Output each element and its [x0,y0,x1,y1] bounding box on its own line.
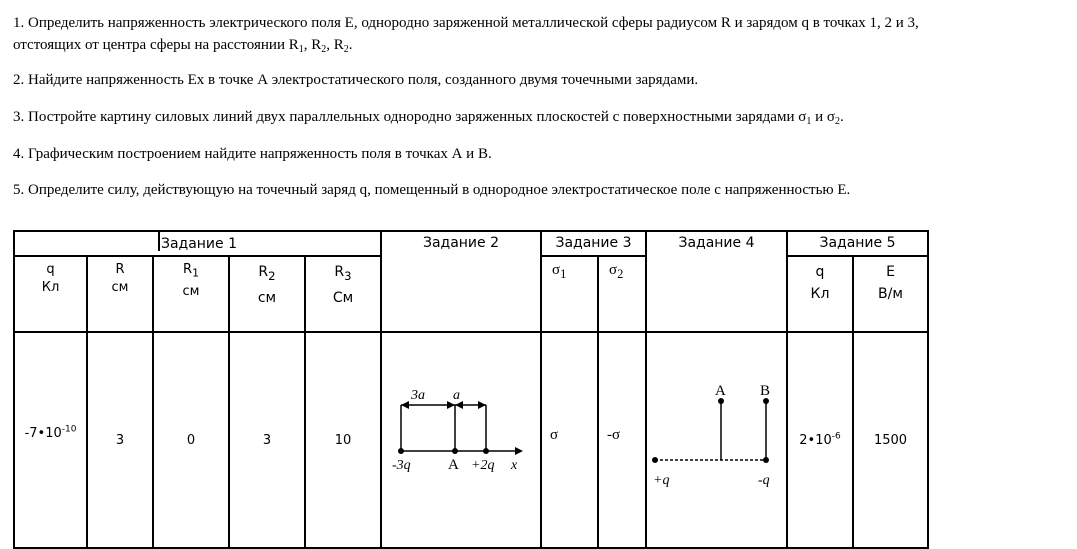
value-t1-R1: 0 [153,332,229,548]
task-4-number: 4. [13,146,25,162]
task-3-text: Постройте картину силовых линий двух параллельных однородно заряженных плоскостей с поверхностными зарядами $\sigma_1$ и $\sigma_2$. [28,109,844,127]
task-2-text: Найдите напряженность Ех в точке А электростатического поля, созданного двумя точечными зарядами. [28,72,699,88]
task-5-text: Определите силу, действующую на точечный заряд q, помещенный в однородное электростатическое поле с напряженностью Е. [28,182,851,198]
charge-right-dot [483,448,489,454]
charge-minus-dot [763,457,769,463]
task-1-number: 1. [13,15,25,31]
charge-plus-q-label: +q [653,473,670,488]
subheader-t1-q: q Кл [14,256,87,332]
subheader-t1-R2: $R_2$ см [229,256,305,332]
charge-plus-2q-label: +2q [471,458,495,473]
charge-left-dot [398,448,404,454]
task-1-text-cont: отстоящих от центра сферы на расстоянии $R_1$, $R_2$, $R_2$. [13,37,353,55]
task-5-number: 5. [13,182,25,198]
header-task-3: Задание 3 [541,231,646,256]
distance-3a-label: 3a [411,388,425,403]
header-task-1: Задание 1 [14,231,381,256]
task-3-number: 3. [13,109,25,125]
charge-minus-3q-label: -3q [392,458,411,473]
point-a-label: A [448,457,459,473]
task-5 [13,179,850,201]
charge-minus-q-label: -q [758,473,770,488]
subheader-t5-E: E В/м [853,256,928,332]
subheader-t3-sigma2: $\sigma_2$ [598,256,646,332]
value-t3-sigma2: -σ [598,332,646,548]
task-4-text: Графическим построением найдите напряженность поля в точках А и В. [28,146,492,162]
axis-arrow-icon [515,447,523,455]
subheader-t1-R1: $R_1$ см [153,256,229,332]
header-task-4: Задание 4 [646,231,787,332]
subheader-t3-sigma1: $\sigma_1$ [541,256,598,332]
subheader-t1-R3: $R_3$ См [305,256,381,332]
charge-plus-dot [652,457,658,463]
value-t1-q: $-7•10^{-10}$ [14,332,87,548]
dipole-points-diagram [645,375,786,495]
task-2 [13,69,698,91]
axis-x-label: x [511,458,518,473]
value-t5-q: $2•10^{-6}$ [787,332,853,548]
task-3 [13,106,844,128]
task-4 [13,143,492,165]
header-task-5: Задание 5 [787,231,928,256]
task-1 [13,12,919,56]
subheader-t1-R: R см [87,256,153,332]
value-t5-E: 1500 [853,332,928,548]
text-cursor [158,232,160,251]
subheader-t5-q: q Кл [787,256,853,332]
point-b-label: B [760,383,771,399]
value-t3-sigma1: σ [541,332,598,548]
point-a-dot [452,448,458,454]
header-row [14,231,928,256]
task-2-number: 2. [13,72,25,88]
distance-a-label: a [453,388,460,403]
value-t1-R3: 10 [305,332,381,548]
value-t1-R: 3 [87,332,153,548]
point-a-label: A [715,383,726,399]
charges-on-axis-diagram [385,380,535,475]
header-task-2: Задание 2 [381,231,541,332]
value-t1-R2: 3 [229,332,305,548]
task-1-text: Определить напряженность электрического поля Е, однородно заряженной металлической сферы радиусом R и зарядом q в точках 1, 2 и 3, [28,15,919,31]
